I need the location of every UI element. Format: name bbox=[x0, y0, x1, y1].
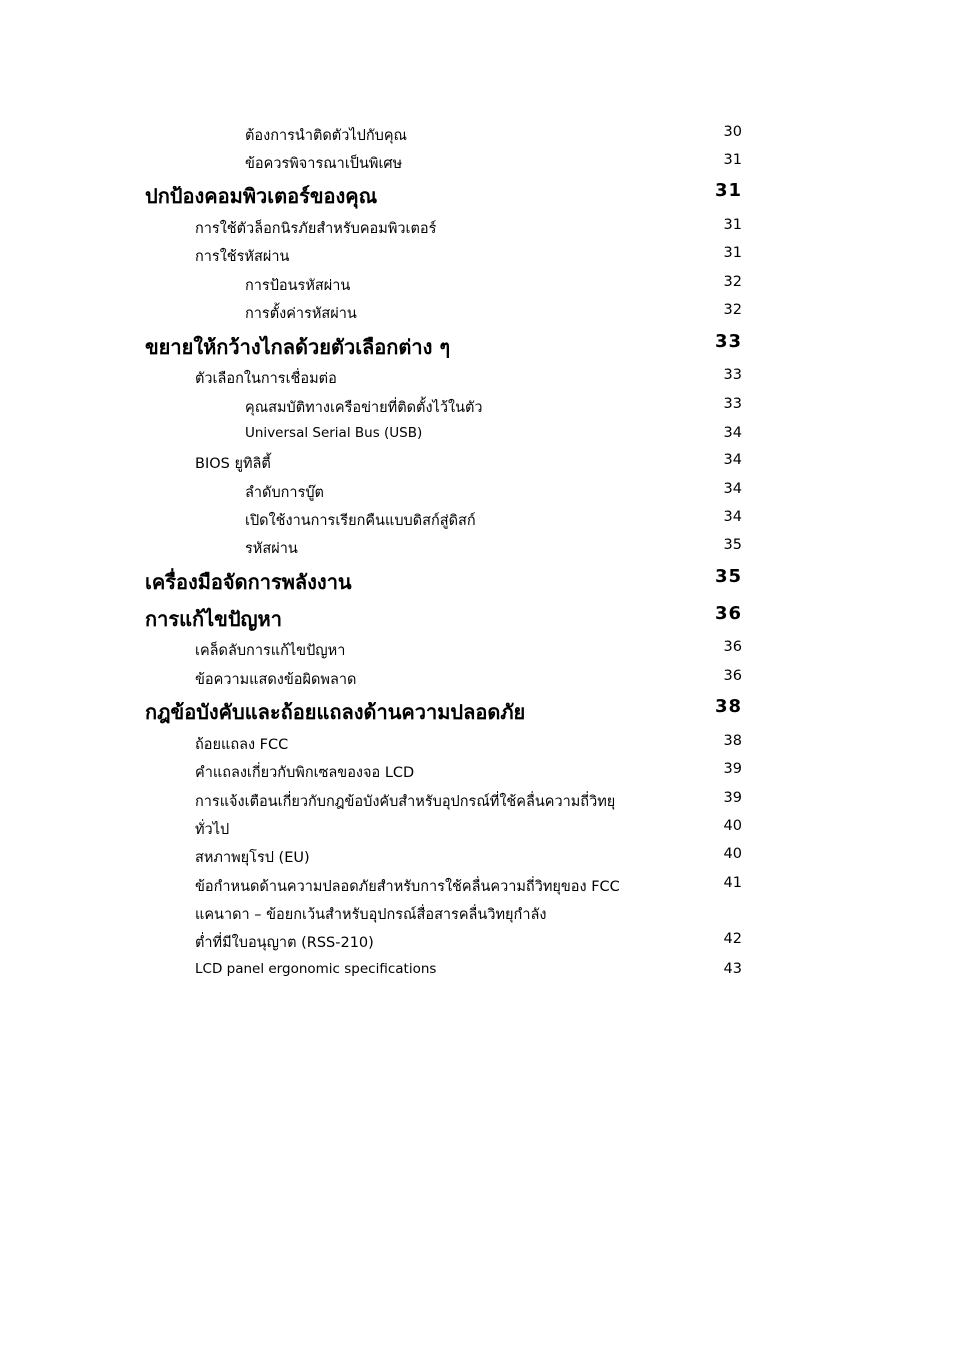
toc-entry-title: รหัสผ่าน bbox=[245, 541, 298, 557]
toc-entry-page: 35 bbox=[723, 537, 742, 553]
toc-entry-title: คุณสมบัติทางเครือข่ายที่ติดตั้งไว้ในตัว bbox=[245, 400, 483, 416]
toc-entry-page: 39 bbox=[723, 761, 742, 777]
toc-entry-title: ต่ำที่มีใบอนุญาต (RSS-210) bbox=[195, 935, 374, 951]
toc-chapter-page: 31 bbox=[714, 180, 742, 201]
toc-entry-title: การใช้รหัสผ่าน bbox=[195, 249, 290, 265]
toc-entry-page: 31 bbox=[723, 217, 742, 233]
toc-entry-page: 31 bbox=[723, 245, 742, 261]
toc-chapter-title: กฎข้อบังคับและถ้อยแถลงด้านความปลอดภัย bbox=[145, 700, 526, 724]
toc-entry-page: 30 bbox=[723, 124, 742, 140]
toc-entry-page: 38 bbox=[723, 733, 742, 749]
toc-entry-page: 40 bbox=[723, 818, 742, 834]
toc-entry-title: ตัวเลือกในการเชื่อมต่อ bbox=[195, 371, 337, 387]
toc-chapter-title: ปกป้องคอมพิวเตอร์ของคุณ bbox=[145, 184, 378, 208]
toc-chapter-page: 36 bbox=[714, 603, 742, 624]
toc-entry-page: 43 bbox=[723, 961, 742, 977]
toc-entry-page: 32 bbox=[723, 274, 742, 290]
toc-entry-title: ข้อความแสดงข้อผิดพลาด bbox=[195, 672, 357, 688]
toc-entry-page: 34 bbox=[723, 452, 742, 468]
toc-entry-title: การป้อนรหัสผ่าน bbox=[245, 278, 351, 294]
toc-entry-page: 40 bbox=[723, 846, 742, 862]
toc-entry-page: 42 bbox=[723, 931, 742, 947]
toc-entry-title: การแจ้งเตือนเกี่ยวกับกฎข้อบังคับสำหรับอุปกรณ์ที่ใช้คลื่นความถี่วิทยุ bbox=[195, 794, 616, 810]
toc-entry-page: 36 bbox=[723, 639, 742, 655]
toc-entry-page: 31 bbox=[723, 152, 742, 168]
toc-entry-title: ลำดับการบู๊ต bbox=[245, 485, 324, 501]
toc-entry-page: 33 bbox=[723, 367, 742, 383]
toc-entry-title: เคล็ดลับการแก้ไขปัญหา bbox=[195, 643, 346, 659]
toc-entry-title: LCD panel ergonomic specifications bbox=[195, 961, 437, 977]
toc-entry-title: การใช้ตัวล็อกนิรภัยสำหรับคอมพิวเตอร์ bbox=[195, 221, 437, 237]
toc-entry-title: ต้องการนำติดตัวไปกับคุณ bbox=[245, 128, 407, 144]
toc-entry-page: 34 bbox=[723, 481, 742, 497]
toc-entry-title: BIOS ยูทิลิตี้ bbox=[195, 456, 271, 472]
toc-entry-title: ถ้อยแถลง FCC bbox=[195, 737, 289, 753]
toc-entry-page: 32 bbox=[723, 302, 742, 318]
toc-entry-title: การตั้งค่ารหัสผ่าน bbox=[245, 306, 357, 322]
toc-entry-title: คำแถลงเกี่ยวกับพิกเซลของจอ LCD bbox=[195, 765, 415, 781]
toc-chapter-page: 35 bbox=[714, 566, 742, 587]
toc-entry-title: ข้อกำหนดด้านความปลอดภัยสำหรับการใช้คลื่นความถี่วิทยุของ FCC bbox=[195, 879, 620, 895]
toc-chapter-page: 33 bbox=[714, 331, 742, 352]
toc-entry-page: 33 bbox=[723, 396, 742, 412]
toc-entry-page: 41 bbox=[723, 875, 742, 891]
toc-entry-title: ข้อควรพิจารณาเป็นพิเศษ bbox=[245, 156, 403, 172]
toc-entry-page: 34 bbox=[723, 425, 742, 441]
toc-chapter-title: เครื่องมือจัดการพลังงาน bbox=[145, 570, 352, 594]
toc-entry-page: 39 bbox=[723, 790, 742, 806]
toc-chapter-title: ขยายให้กว้างไกลด้วยตัวเลือกต่าง ๆ bbox=[145, 335, 451, 359]
toc-entry-page: 36 bbox=[723, 668, 742, 684]
toc-entry-title: สหภาพยุโรป (EU) bbox=[195, 850, 310, 866]
toc-chapter-title: การแก้ไขปัญหา bbox=[145, 607, 282, 631]
toc-entry-page: 34 bbox=[723, 509, 742, 525]
toc-entry-title: Universal Serial Bus (USB) bbox=[245, 425, 423, 441]
toc-entry-title: ทั่วไป bbox=[195, 822, 230, 838]
toc-chapter-page: 38 bbox=[714, 696, 742, 717]
toc-entry-title: แคนาดา – ข้อยกเว้นสำหรับอุปกรณ์สื่อสารคลื่นวิทยุกำลัง bbox=[195, 907, 547, 923]
toc-entry-title: เปิดใช้งานการเรียกคืนแบบดิสก์สู่ดิสก์ bbox=[245, 513, 476, 529]
